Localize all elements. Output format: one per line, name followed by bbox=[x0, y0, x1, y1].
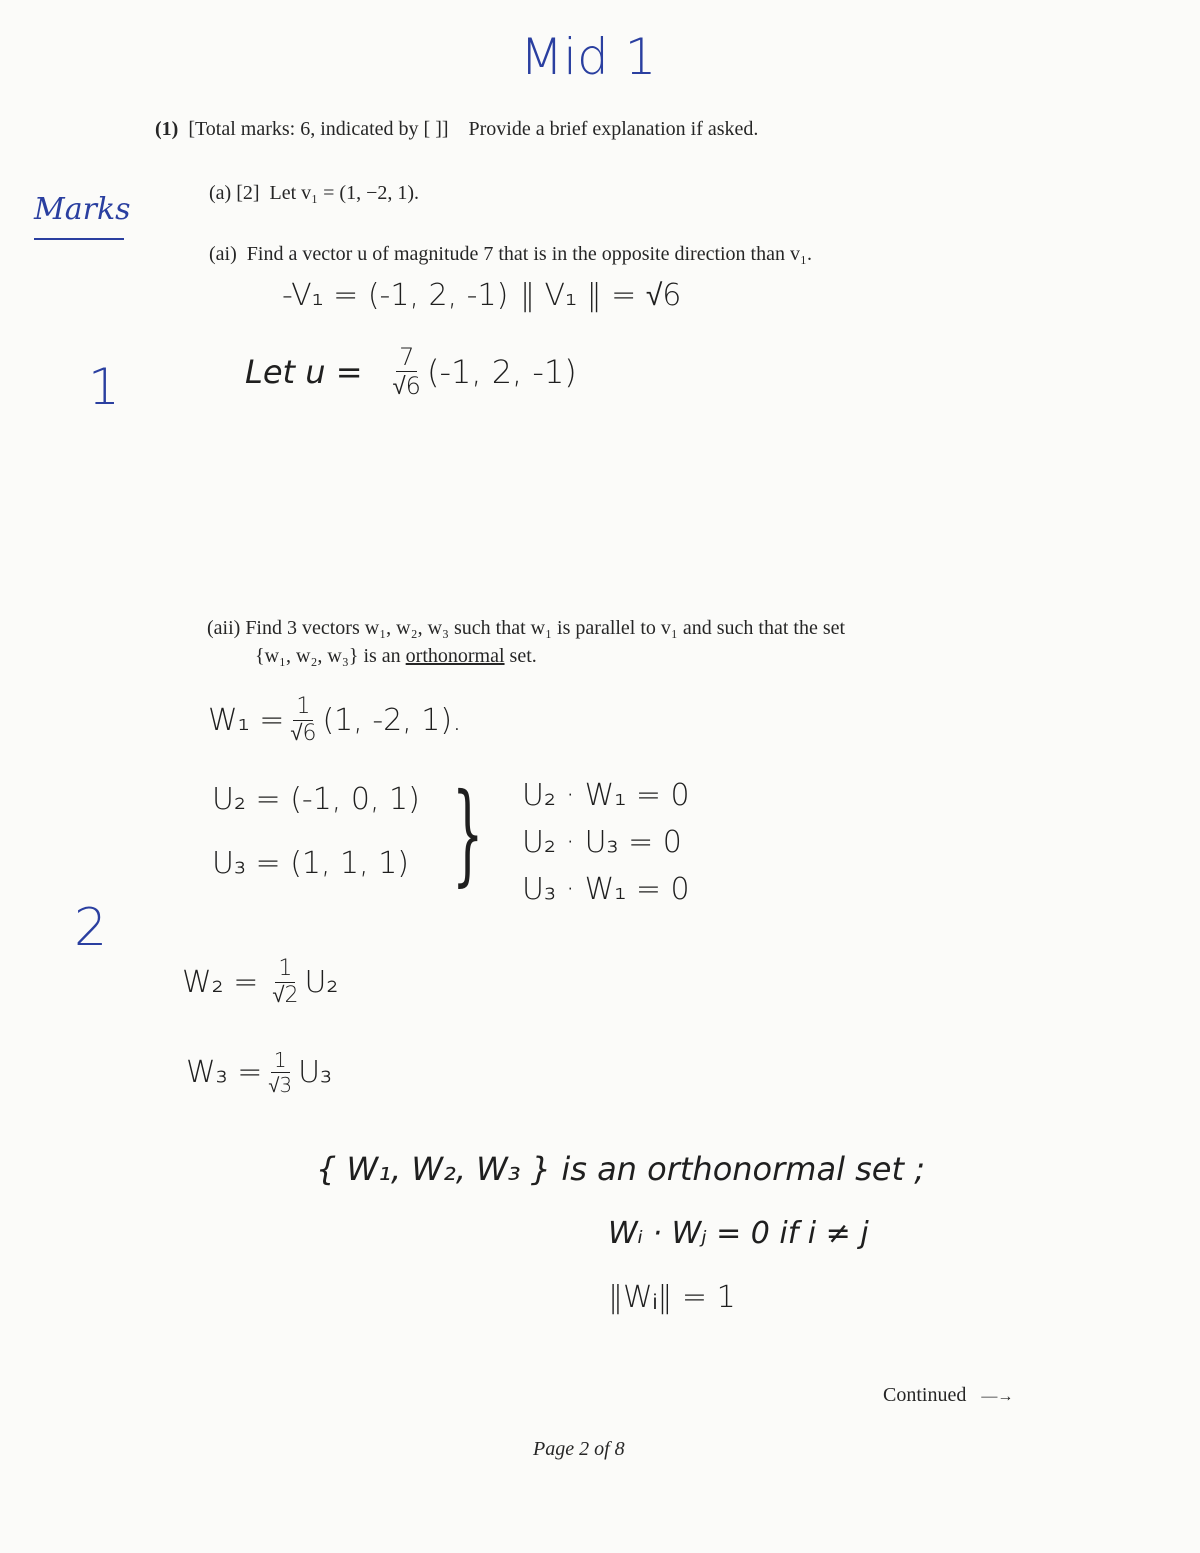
answer-u2: U₂ = (-1, 0, 1) bbox=[212, 782, 420, 817]
answer-check3: U₃ · W₁ = 0 bbox=[522, 872, 690, 907]
u-vector: (-1, 2, -1) bbox=[426, 352, 577, 391]
answer-cond-orthogonal: Wᵢ · Wⱼ = 0 if i ≠ j bbox=[608, 1216, 869, 1251]
w3-suffix: U₃ bbox=[298, 1055, 333, 1090]
marks-label bbox=[34, 192, 131, 227]
mark-ai-score: 1 bbox=[88, 358, 120, 416]
question-header bbox=[155, 118, 758, 141]
answer-check2: U₂ · U₃ = 0 bbox=[522, 825, 682, 860]
answer-w1 bbox=[208, 696, 462, 745]
curly-brace-icon: } bbox=[452, 769, 484, 897]
answer-w2 bbox=[182, 958, 338, 1007]
answer-u3: U₃ = (1, 1, 1) bbox=[212, 846, 410, 881]
page-title: Mid 1 bbox=[520, 28, 657, 86]
part-aii-text-1: Find 3 vectors w₁, w₂, w₃ such that w₁ is parallel to v₁ and such that the set bbox=[245, 617, 846, 639]
part-a bbox=[209, 182, 419, 205]
w2-fraction bbox=[272, 958, 298, 1007]
part-aii-line1 bbox=[207, 617, 845, 640]
answer-let-u bbox=[245, 345, 577, 398]
part-aii-line2 bbox=[255, 645, 537, 668]
part-aii-text-2a: {w₁, w₂, w₃} is an bbox=[255, 645, 401, 667]
arrow-right-icon: —→ bbox=[981, 1388, 1014, 1405]
w1-prefix: W₁ = bbox=[208, 703, 285, 738]
marks-label-text: Marks bbox=[34, 192, 131, 227]
continued-note bbox=[883, 1384, 1013, 1407]
question-explain: Provide a brief explanation if asked. bbox=[468, 118, 759, 140]
mark-aii-score: 2 bbox=[74, 898, 108, 958]
w1-fraction-num: 1 bbox=[293, 696, 313, 721]
u-fraction bbox=[393, 345, 421, 398]
part-a-text: Let v₁ = (1, −2, 1). bbox=[269, 182, 420, 204]
question-instructions: [Total marks: 6, indicated by [ ]] bbox=[188, 118, 449, 140]
answer-set-statement: { W₁, W₂, W₃ } is an orthonormal set ; bbox=[316, 1150, 925, 1188]
marks-underline bbox=[34, 238, 124, 240]
question-number: (1) bbox=[155, 118, 179, 140]
u-fraction-num: 7 bbox=[396, 345, 417, 372]
w3-prefix: W₃ = bbox=[186, 1055, 263, 1090]
part-ai-text: Find a vector u of magnitude 7 that is in the opposite direction than v₁. bbox=[246, 243, 812, 265]
part-ai-label: (ai) bbox=[209, 243, 237, 265]
part-ai bbox=[209, 243, 812, 266]
u-fraction-den: √6 bbox=[392, 372, 421, 400]
w2-suffix: U₂ bbox=[304, 965, 339, 1000]
w2-fraction-den: √2 bbox=[272, 983, 299, 1008]
let-u-prefix: Let u = bbox=[245, 352, 363, 391]
w1-fraction-den: √6 bbox=[290, 721, 317, 746]
w3-fraction bbox=[268, 1050, 292, 1095]
answer-norm-v1: ‖ V₁ ‖ = √6 bbox=[520, 278, 682, 313]
part-aii-label: (aii) bbox=[207, 617, 241, 639]
w3-fraction-num: 1 bbox=[271, 1050, 290, 1073]
part-aii-orthonormal: orthonormal bbox=[405, 645, 505, 667]
answer-cond-unit: ‖Wᵢ‖ = 1 bbox=[608, 1280, 736, 1315]
part-a-marks: [2] bbox=[236, 182, 260, 204]
w2-fraction-num: 1 bbox=[275, 958, 295, 983]
continued-text: Continued bbox=[883, 1384, 967, 1406]
w1-vector: (1, -2, 1). bbox=[322, 703, 462, 738]
part-a-label: (a) bbox=[209, 182, 232, 204]
w1-fraction bbox=[290, 696, 316, 745]
answer-w3 bbox=[186, 1050, 332, 1095]
part-aii-text-2b: set. bbox=[509, 645, 537, 667]
answer-check1: U₂ · W₁ = 0 bbox=[522, 778, 690, 813]
w3-fraction-den: √3 bbox=[268, 1073, 293, 1097]
w2-prefix: W₂ = bbox=[182, 965, 259, 1000]
page-number: Page 2 of 8 bbox=[533, 1438, 625, 1460]
answer-neg-v1: -V₁ = (-1, 2, -1) bbox=[282, 278, 509, 313]
